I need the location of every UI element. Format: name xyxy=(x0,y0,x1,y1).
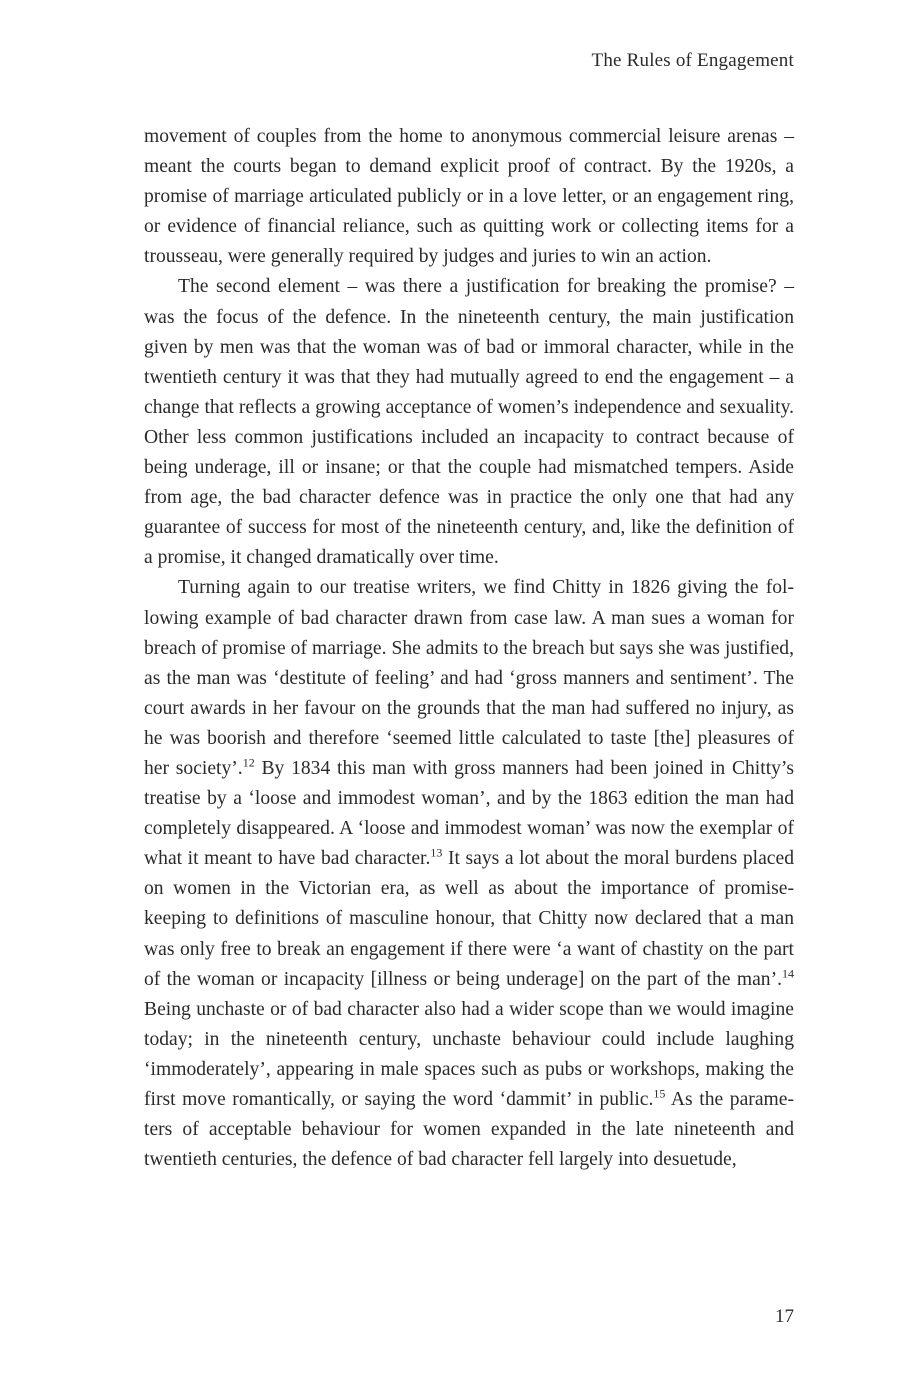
footnote-ref-14[interactable]: 14 xyxy=(782,966,794,981)
footnote-ref-12[interactable]: 12 xyxy=(242,755,255,770)
paragraph-3-part-e: As the parameters of acceptable behaviour for women expanded in the late nineteenth and twentieth centuries, the defence of bad character fell largely into desuetude, xyxy=(144,1089,794,1171)
paragraph-3 xyxy=(144,573,794,1175)
paragraph-3-part-c: It says a lot about the moral burdens placed on women in the Victorian era, as well as about the importance of promise-keeping to definitions of masculine honour, that Chitty now declared that a man was only free to break an engagement if there were ‘a want of chastity on the part of the woman or incapacity [illness or being underage] on the part of the man’. xyxy=(144,848,794,990)
paragraph-2: The second element – was there a justification for breaking the promise? – was the focus of the defence. In the nineteenth century, the main justification given by men was that the woman was of bad or immoral character, while in the twentieth century it was that they had mutually agreed to end the engagement – a change that reflects a growing acceptance of women’s independence and sexuality. Other less common justifications included an incapacity to contract because of being underage, ill or insane; or that the couple had mismatched tempers. Aside from age, the bad character defence was in practice the only one that had any guarantee of success for most of the nineteenth century, and, like the definition of a promise, it changed dramatically over time. xyxy=(144,276,794,569)
paragraph-1: movement of couples from the home to anonymous commercial leisure arenas – meant the courts began to demand explicit proof of contract. By the 1920s, a promise of marriage articulated publicly or in a love letter, or an engagement ring, or evidence of financial reliance, such as quitting work or collecting items for a trousseau, were generally required by judges and juries to win an action. xyxy=(144,126,794,268)
body-text xyxy=(144,122,794,1175)
footnote-ref-13[interactable]: 13 xyxy=(430,845,443,860)
page-number: 17 xyxy=(775,1306,794,1327)
paragraph-3-part-d: Being unchaste or of bad character also had a wider scope than we would imagine today; in the nineteenth century, unchaste behaviour could include laughing ‘immoderately’, appearing in male spaces such as pubs or workshops, making the first move romantically, or saying the word ‘dammit’ in public. xyxy=(144,998,794,1110)
running-head-title: The Rules of Engagement xyxy=(591,50,794,71)
paragraph-3-part-a: Turning again to our treatise writers, we find Chitty in 1826 giving the following example of bad character drawn from case law. A man sues a woman for breach of promise of marriage. She admits to the breach but says she was justified, as the man was ‘destitute of feeling’ and had ‘gross manners and sentiment’. The court awards in her favour on the grounds that the man had suffered no injury, as he was boorish and therefore ‘seemed little calculated to taste [the] pleasures of her society’. xyxy=(144,577,794,779)
paragraph-3-part-b: By 1834 this man with gross manners had been joined in Chitty’s treatise by a ‘loose and immodest woman’, and by the 1863 edition the man had completely disappeared. A ‘loose and immodest woman’ was now the exemplar of what it meant to have bad character. xyxy=(144,757,795,870)
footnote-ref-15[interactable]: 15 xyxy=(653,1086,666,1101)
